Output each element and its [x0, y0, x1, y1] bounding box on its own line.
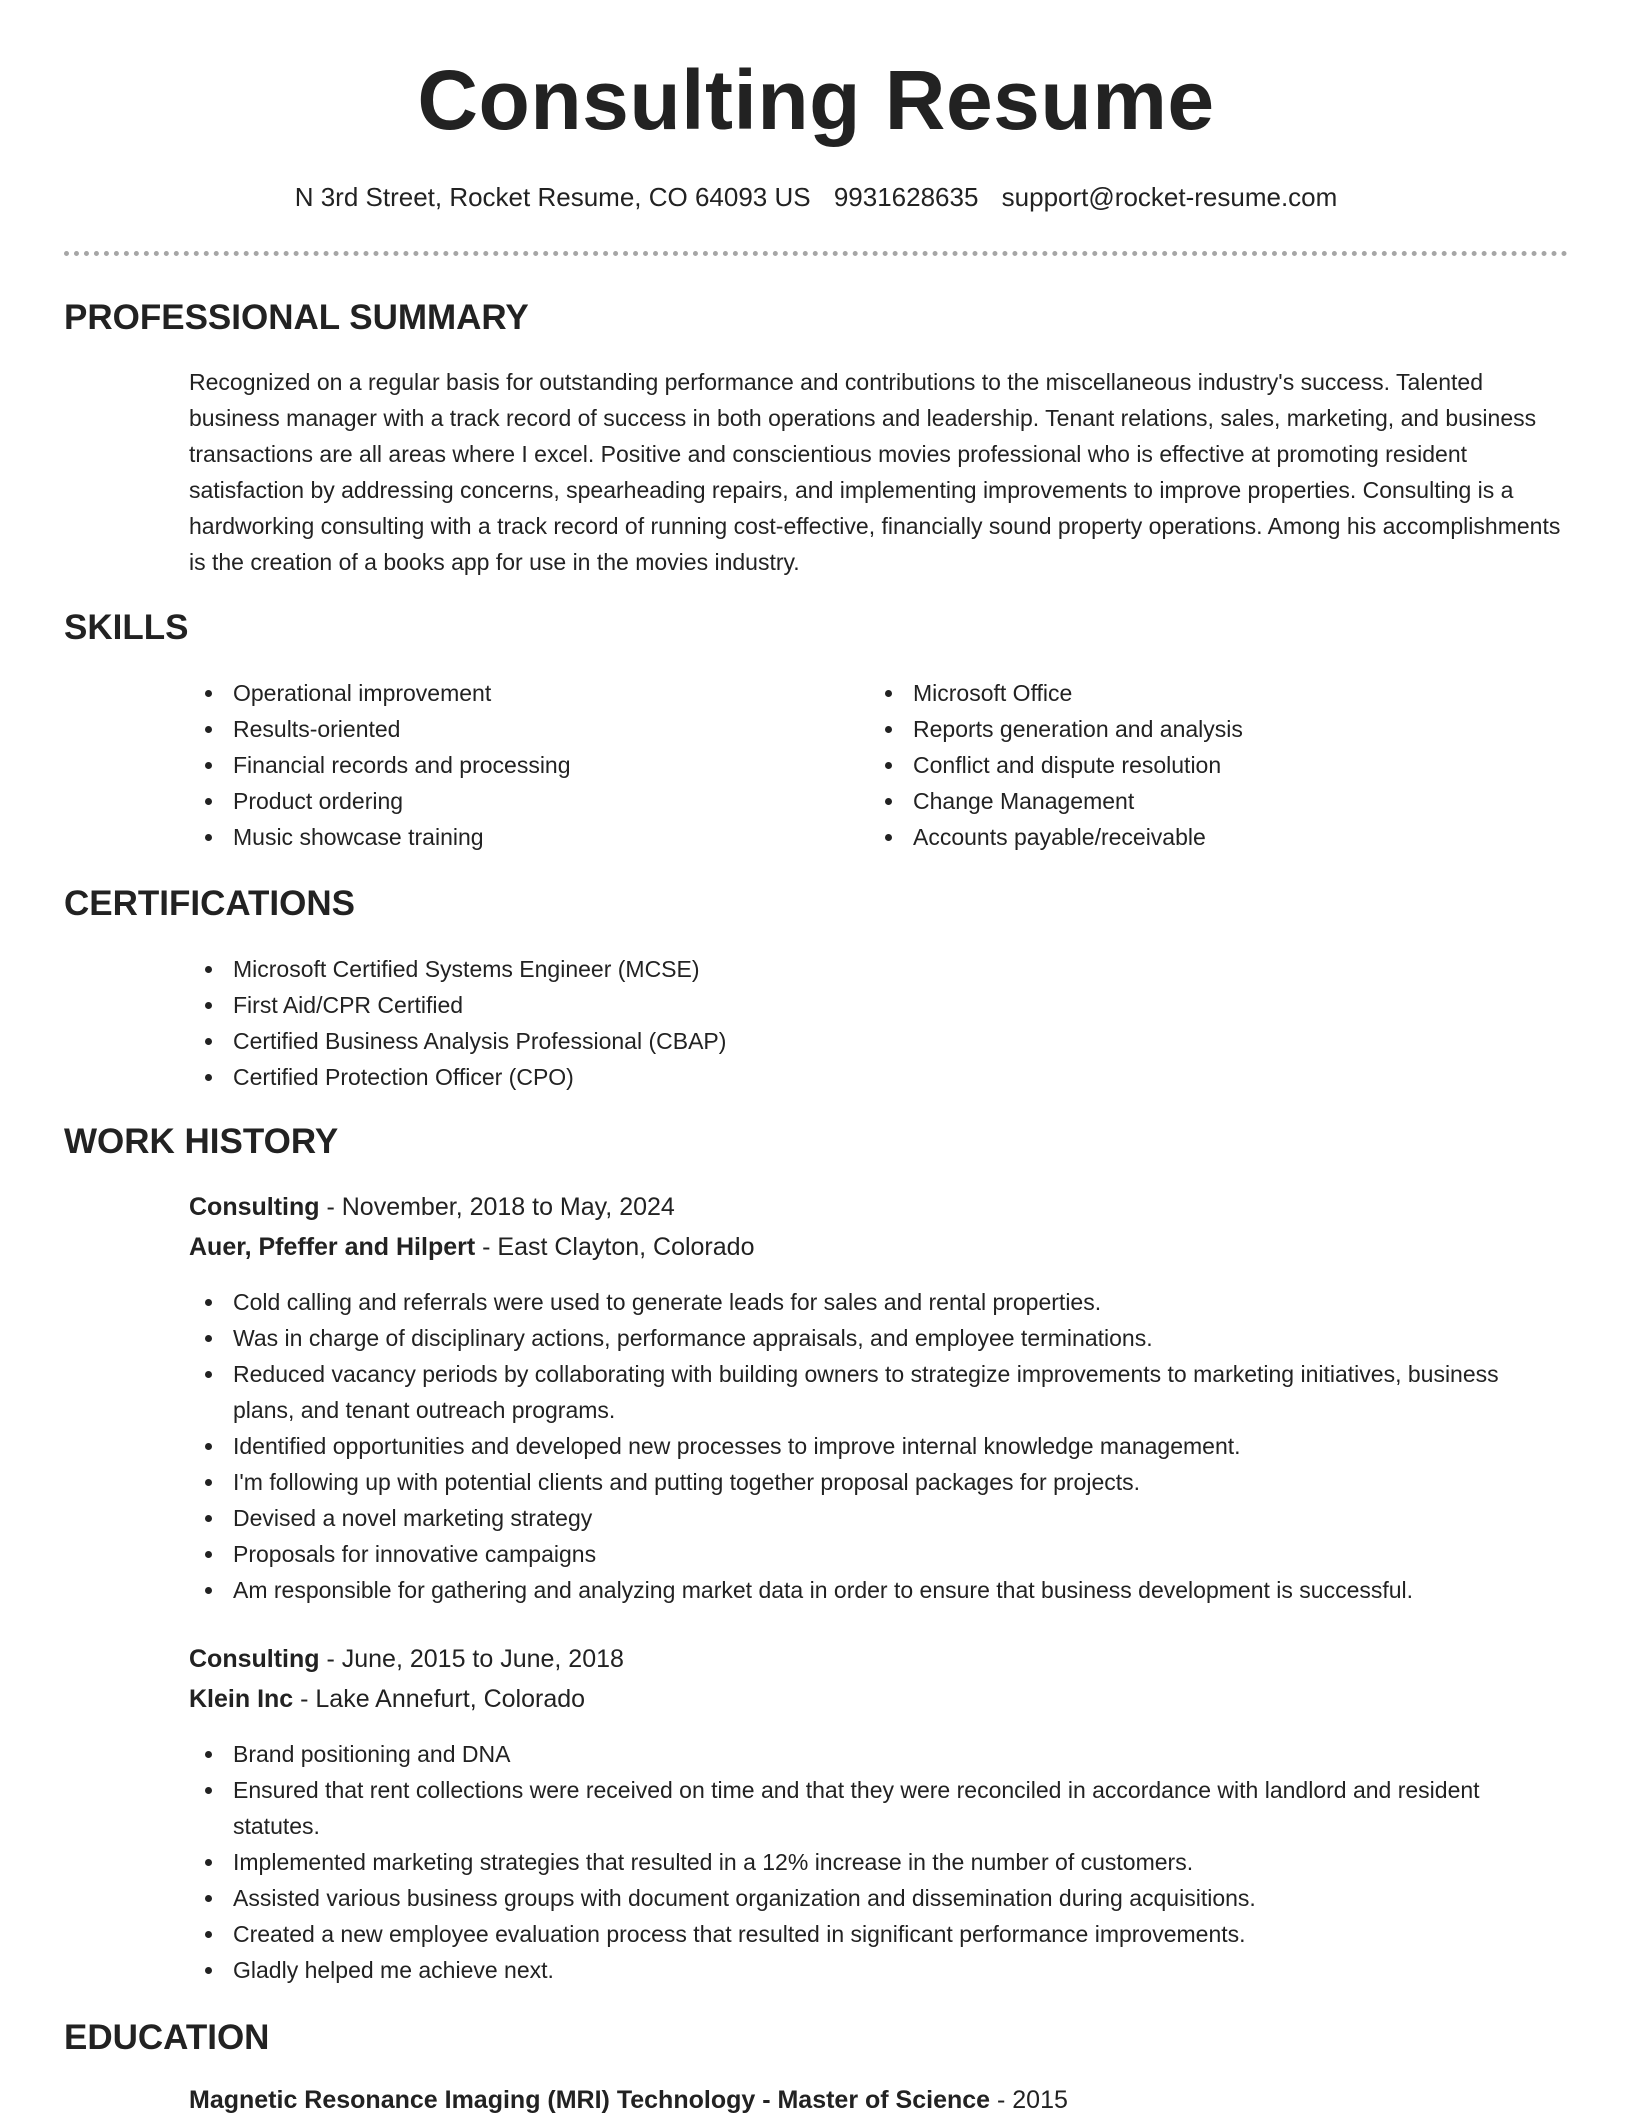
skill-item: Change Management — [869, 783, 1509, 819]
job-title: Consulting — [189, 1645, 320, 1673]
work-history-heading: WORK HISTORY — [64, 1122, 339, 1161]
contact-email: support@rocket-resume.com — [1001, 182, 1338, 212]
education-heading: EDUCATION — [64, 2018, 270, 2057]
skills-list-left — [189, 675, 829, 855]
job-bullet: Proposals for innovative campaigns — [189, 1536, 1529, 1572]
education-year: - 2015 — [990, 2086, 1068, 2114]
job-bullets — [189, 1284, 1529, 1608]
job-bullet: Created a new employee evaluation process that resulted in significant performance improvements. — [189, 1916, 1529, 1952]
job-company: Auer, Pfeffer and Hilpert — [189, 1233, 476, 1261]
job-bullet: Assisted various business groups with document organization and dissemination during acquisitions. — [189, 1880, 1529, 1916]
job-dates: - November, 2018 to May, 2024 — [319, 1193, 675, 1221]
education-line — [189, 2086, 1068, 2115]
job-company: Klein Inc — [189, 1685, 294, 1713]
summary-text: Recognized on a regular basis for outstanding performance and contributions to the miscellaneous industry's success. Talented business manager with a track record of success in both operations and leadership. Tenant relations, sales, marketing, and business transactions are all areas where I excel. Positive and conscientious movies professional who is effective at promoting resident satisfaction by addressing concerns, spearheading repairs, and implementing improvements to improve properties. Consulting is a hardworking consulting with a track record of running cost-effective, financially sound property operations. Among his accomplishments is the creation of a books app for use in the movies industry. — [189, 369, 1561, 575]
skill-item: Product ordering — [189, 783, 829, 819]
certification-item: Microsoft Certified Systems Engineer (MCSE) — [189, 951, 1569, 987]
job-bullet: Devised a novel marketing strategy — [189, 1500, 1529, 1536]
job-bullet: Brand positioning and DNA — [189, 1736, 1529, 1772]
contact-line — [0, 182, 1632, 213]
job-bullet: Identified opportunities and developed new processes to improve internal knowledge management. — [189, 1428, 1529, 1464]
skill-item: Accounts payable/receivable — [869, 819, 1509, 855]
job-title-line — [189, 1645, 624, 1674]
job-bullet: I'm following up with potential clients and putting together proposal packages for projects. — [189, 1464, 1529, 1500]
summary-heading: PROFESSIONAL SUMMARY — [64, 298, 529, 337]
job-location: - East Clayton, Colorado — [475, 1233, 755, 1261]
job-bullet: Implemented marketing strategies that resulted in a 12% increase in the number of customers. — [189, 1844, 1529, 1880]
certification-item: Certified Protection Officer (CPO) — [189, 1059, 1569, 1095]
resume-title: Consulting Resume — [417, 53, 1215, 147]
job-bullet: Reduced vacancy periods by collaborating with building owners to strategize improvements to marketing initiatives, business plans, and tenant outreach programs. — [189, 1356, 1529, 1428]
job-bullet: Ensured that rent collections were received on time and that they were reconciled in accordance with landlord and resident statutes. — [189, 1772, 1529, 1844]
education-degree: Magnetic Resonance Imaging (MRI) Technology - Master of Science — [189, 2086, 991, 2114]
skills-list-right — [869, 675, 1509, 855]
certifications-list — [189, 951, 1569, 1095]
job-bullet: Was in charge of disciplinary actions, performance appraisals, and employee terminations. — [189, 1320, 1529, 1356]
job-company-line — [189, 1685, 585, 1714]
skill-item: Financial records and processing — [189, 747, 829, 783]
certifications-heading: CERTIFICATIONS — [64, 884, 356, 923]
job-bullet: Cold calling and referrals were used to generate leads for sales and rental properties. — [189, 1284, 1529, 1320]
skill-item: Reports generation and analysis — [869, 711, 1509, 747]
certification-item: Certified Business Analysis Professional (CBAP) — [189, 1023, 1569, 1059]
job-company-line — [189, 1233, 754, 1262]
job-bullet: Gladly helped me achieve next. — [189, 1952, 1529, 1988]
skills-heading: SKILLS — [64, 608, 189, 647]
header-divider — [64, 251, 1568, 256]
job-location: - Lake Annefurt, Colorado — [293, 1685, 586, 1713]
skill-item: Microsoft Office — [869, 675, 1509, 711]
contact-phone: 9931628635 — [833, 182, 979, 212]
job-title: Consulting — [189, 1193, 320, 1221]
skill-item: Conflict and dispute resolution — [869, 747, 1509, 783]
job-bullet: Am responsible for gathering and analyzing market data in order to ensure that business development is successful. — [189, 1572, 1529, 1608]
skill-item: Operational improvement — [189, 675, 829, 711]
job-title-line — [189, 1193, 675, 1222]
job-bullets — [189, 1736, 1529, 1988]
skill-item: Music showcase training — [189, 819, 829, 855]
contact-address: N 3rd Street, Rocket Resume, CO 64093 US — [294, 182, 811, 212]
skill-item: Results-oriented — [189, 711, 829, 747]
certification-item: First Aid/CPR Certified — [189, 987, 1569, 1023]
job-dates: - June, 2015 to June, 2018 — [319, 1645, 624, 1673]
